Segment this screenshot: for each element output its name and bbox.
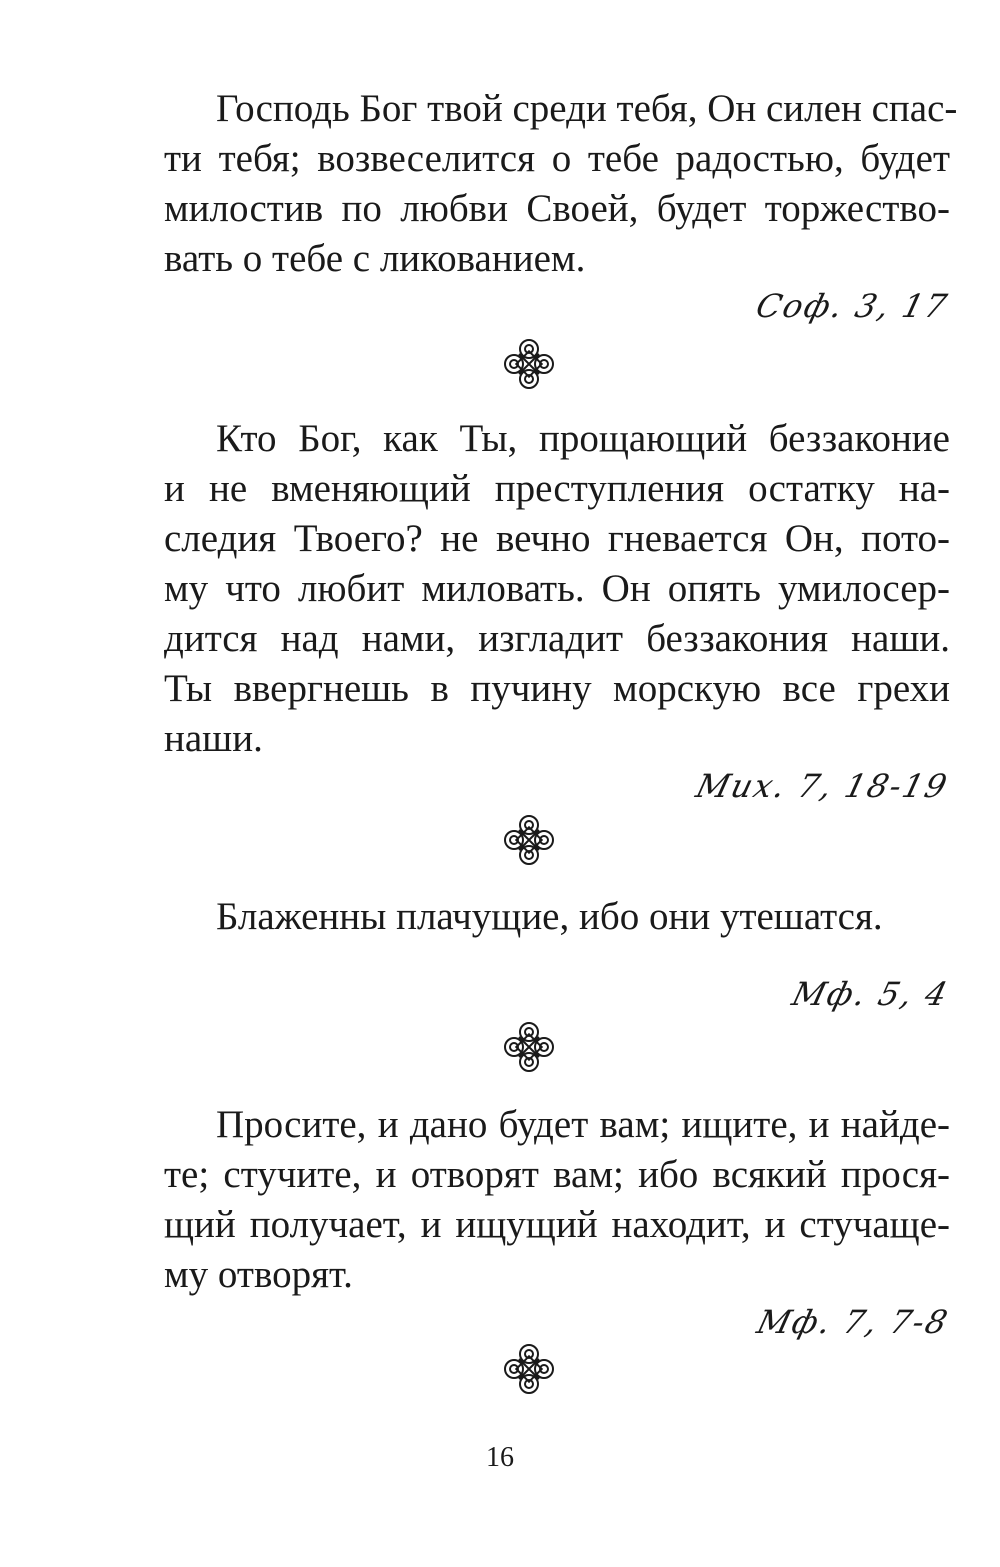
scripture-reference-3: Мф. 5, 4 (788, 975, 953, 1013)
verse-line: ти тебя; возвеселится о тебе радостью, будет (164, 137, 950, 180)
verse-line: му что любит миловать. Он опять умилосер- (164, 567, 950, 610)
verse-line: Кто Бог, как Ты, прощающий беззаконие (216, 417, 950, 460)
verse-line: Ты ввергнешь в пучину морскую все грехи (164, 667, 950, 710)
verse-line: следия Твоего? не вечно гневается Он, пото- (164, 517, 950, 560)
verse-line: Просите, и дано будет вам; ищите, и найде- (216, 1103, 950, 1146)
verse-line: дится над нами, изгладит беззакония наши. (164, 617, 950, 660)
page-number: 16 (486, 1442, 514, 1473)
verse-passage-1 (112, 84, 958, 284)
verse-line: му отворят. (164, 1253, 353, 1296)
celtic-knot-icon (503, 338, 555, 390)
scripture-reference-2: Мих. 7, 18-19 (692, 767, 953, 805)
verse-line: Господь Бог твой среди тебя, Он силен спас- (216, 87, 958, 130)
verse-passage-4 (112, 1100, 950, 1300)
verse-line: Блаженны плачущие, ибо они утешатся. (216, 895, 883, 938)
scripture-reference-1: Соф. 3, 17 (752, 287, 953, 325)
verse-line: те; стучите, и отворят вам; ибо всякий прося- (164, 1153, 950, 1196)
verse-line: вать о тебе с ликованием. (164, 237, 586, 280)
verse-line: милостив по любви Своей, будет торжество- (164, 187, 950, 230)
verse-line: щий получает, и ищущий находит, и стучаще- (164, 1203, 950, 1246)
verse-passage-3 (112, 892, 950, 942)
scripture-reference-4: Мф. 7, 7-8 (752, 1303, 953, 1341)
celtic-knot-icon (503, 1343, 555, 1395)
celtic-knot-icon (503, 814, 555, 866)
verse-passage-2 (112, 414, 950, 764)
verse-line: наши. (164, 717, 263, 760)
verse-line: и не вменяющий преступления остатку на- (164, 467, 950, 510)
celtic-knot-icon (503, 1021, 555, 1073)
